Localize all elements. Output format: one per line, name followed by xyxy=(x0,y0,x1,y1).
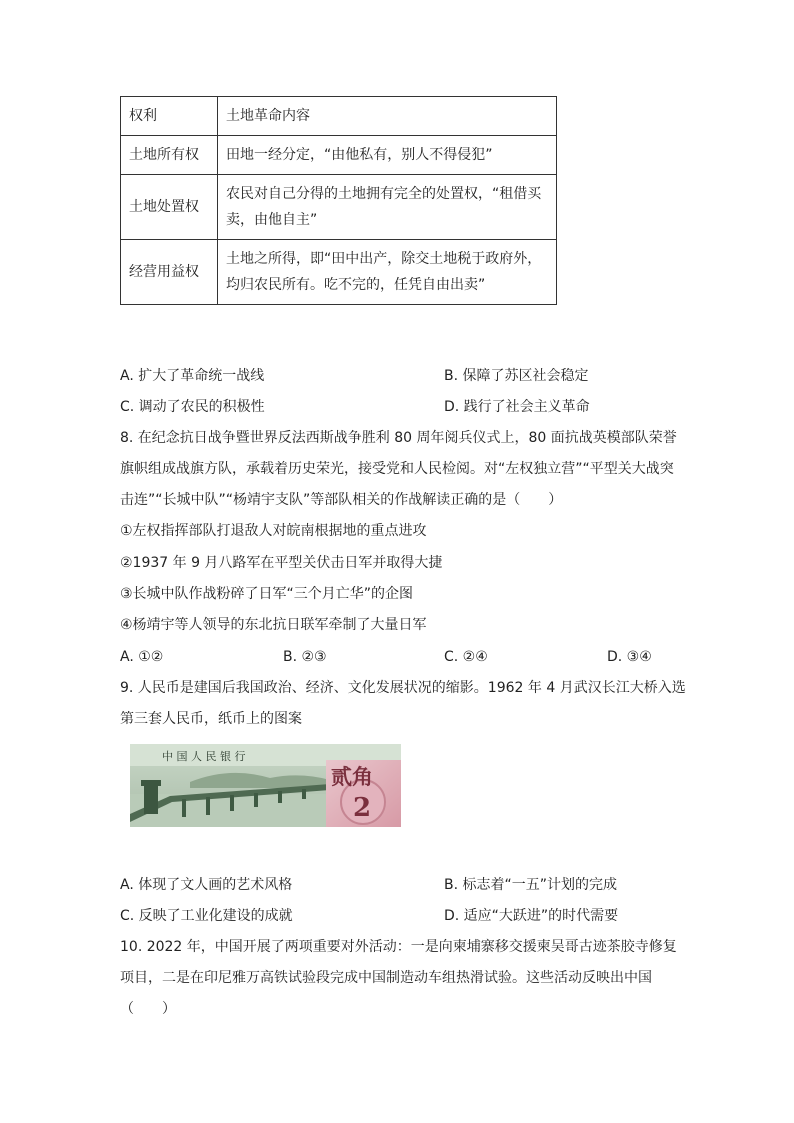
land-rights-table xyxy=(120,96,557,305)
table-row xyxy=(121,240,557,305)
q8-stem-line: 旗帜组成战旗方队，承载着历史荣光，接受党和人民检阅。对“左权独立营”“平型关大战突 xyxy=(120,461,674,477)
table-header-row xyxy=(121,97,557,136)
q7-option-d[interactable]: D. 践行了社会主义革命 xyxy=(444,399,590,415)
q9-stem-line: 第三套人民币，纸币上的图案 xyxy=(120,711,302,727)
banknote-numeral: 2 xyxy=(353,793,372,823)
q8-option-a[interactable]: A. ①② xyxy=(120,649,164,665)
q9-option-c[interactable]: C. 反映了工业化建设的成就 xyxy=(120,908,293,924)
q9-option-b[interactable]: B. 标志着“一五”计划的完成 xyxy=(444,877,618,893)
q8-option-b[interactable]: B. ②③ xyxy=(283,649,327,665)
q7-option-b[interactable]: B. 保障了苏区社会稳定 xyxy=(444,368,589,384)
q9-option-d[interactable]: D. 适应“大跃进”的时代需要 xyxy=(444,908,619,924)
q10-stem-line: （ ） xyxy=(120,1001,176,1017)
q9-stem-line: 9. 人民币是建国后我国政治、经济、文化发展状况的缩影。1962 年 4 月武汉长江大桥入选 xyxy=(120,680,686,696)
table-header-cell: 土地革命内容 xyxy=(218,97,557,136)
table-row xyxy=(121,175,557,240)
q9-option-a[interactable]: A. 体现了文人画的艺术风格 xyxy=(120,877,293,893)
q8-option-d[interactable]: D. ③④ xyxy=(607,649,652,665)
table-row xyxy=(121,136,557,175)
q7-option-c[interactable]: C. 调动了农民的积极性 xyxy=(120,399,265,415)
banknote-image xyxy=(130,744,401,827)
q7-option-a[interactable]: A. 扩大了革命统一战线 xyxy=(120,368,265,384)
q8-stem-line: 击连”“长城中队”“杨靖宇支队”等部队相关的作战解读正确的是（ ） xyxy=(120,492,563,508)
table-cell: 农民对自己分得的土地拥有完全的处置权，“租借买卖，由他自主” xyxy=(218,175,557,240)
q8-item: ④杨靖宇等人领导的东北抗日联军牵制了大量日军 xyxy=(120,617,427,633)
banknote-denomination: 贰角 xyxy=(331,764,373,789)
q8-item: ③长城中队作战粉碎了日军“三个月亡华”的企图 xyxy=(120,586,414,602)
table-cell: 土地所有权 xyxy=(121,136,218,175)
banknote-illustration xyxy=(130,744,401,827)
q8-item: ①左权指挥部队打退敌人对皖南根据地的重点进攻 xyxy=(120,523,427,539)
table-cell: 土地处置权 xyxy=(121,175,218,240)
banknote-bank-name: 中 国 人 民 银 行 xyxy=(162,750,246,763)
table-cell: 经营用益权 xyxy=(121,240,218,305)
q10-stem-line: 10. 2022 年，中国开展了两项重要对外活动：一是向柬埔寨移交援柬吴哥古迹茶胶寺修复 xyxy=(120,939,677,955)
table-cell: 土地之所得，即“田中出产，除交土地税于政府外，均归农民所有。吃不完的，任凭自由出卖” xyxy=(218,240,557,305)
table-cell: 田地一经分定，“由他私有，别人不得侵犯” xyxy=(218,136,557,175)
q8-item: ②1937 年 9 月八路军在平型关伏击日军并取得大捷 xyxy=(120,555,443,571)
q8-stem-line: 8. 在纪念抗日战争暨世界反法西斯战争胜利 80 周年阅兵仪式上，80 面抗战英模部队荣誉 xyxy=(120,430,677,446)
q10-stem-line: 项目，二是在印尼雅万高铁试验段完成中国制造动车组热滑试验。这些活动反映出中国 xyxy=(120,970,652,986)
q8-option-c[interactable]: C. ②④ xyxy=(444,649,488,665)
table-header-cell: 权利 xyxy=(121,97,218,136)
